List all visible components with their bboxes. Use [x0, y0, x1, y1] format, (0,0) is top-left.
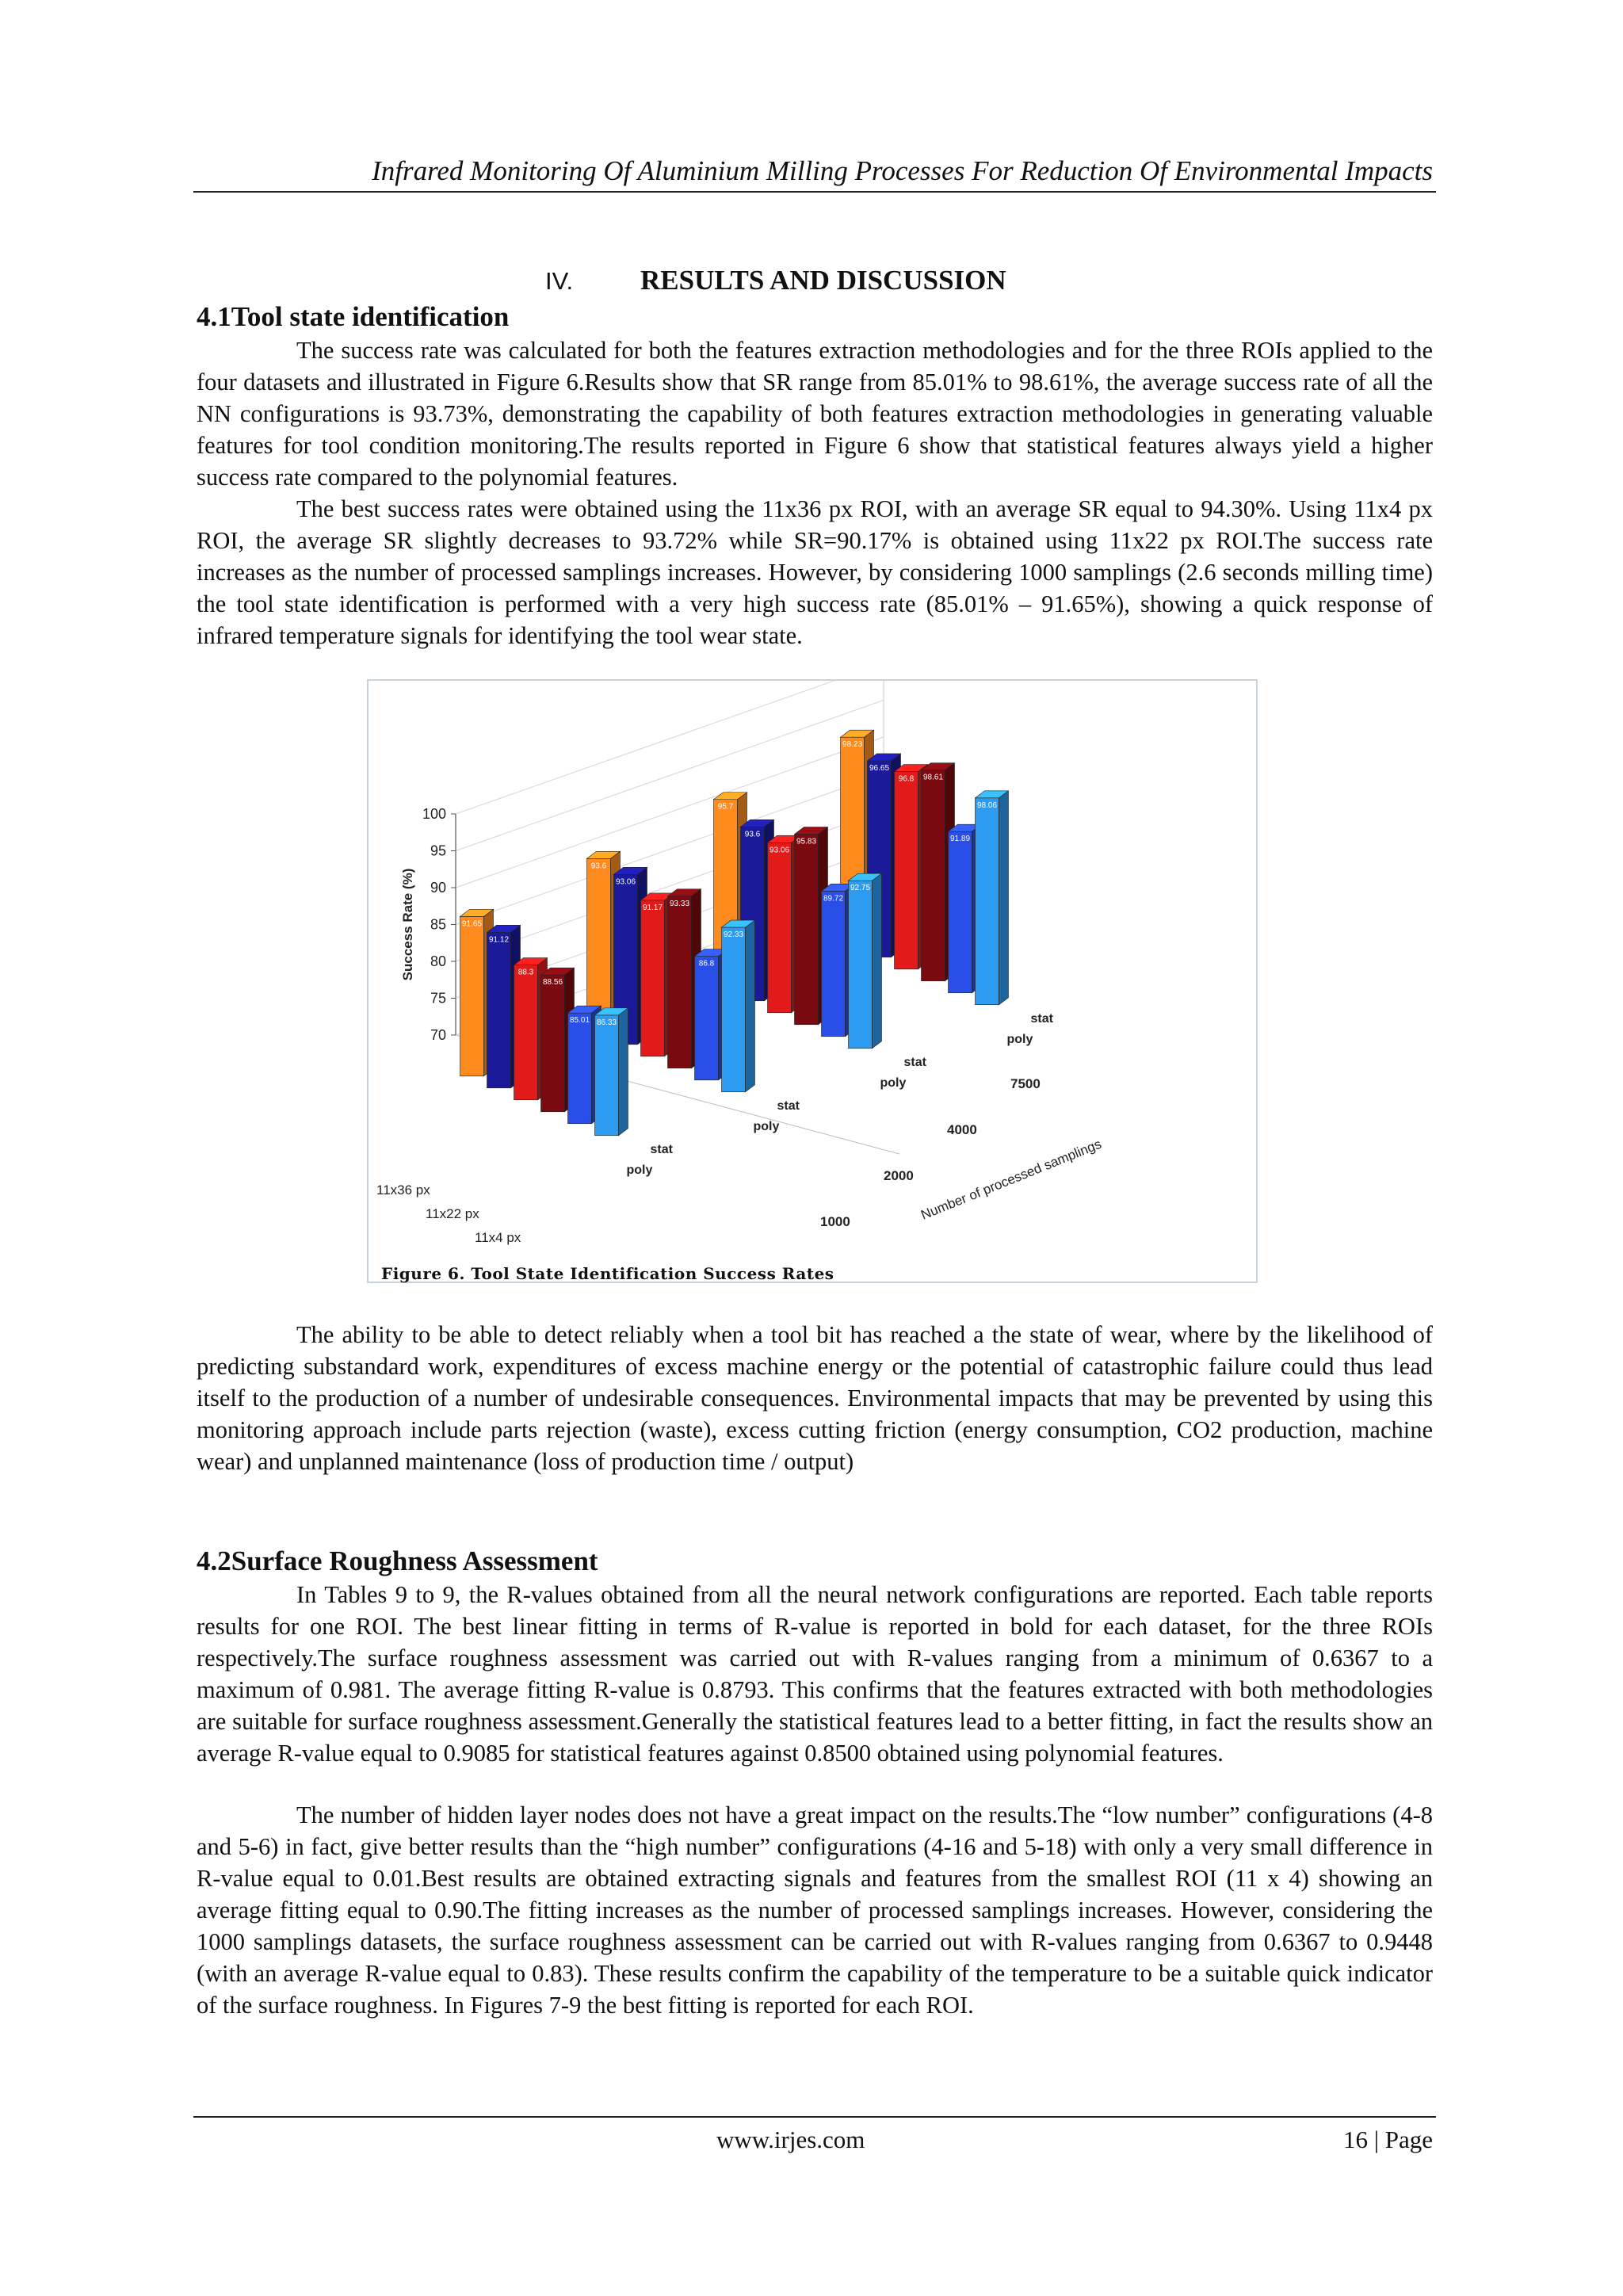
roi-label: 11x4 px: [475, 1230, 521, 1245]
feature-label-poly: poly: [753, 1119, 780, 1133]
section-heading: [545, 263, 1006, 299]
feature-label-stat: stat: [1030, 1011, 1053, 1026]
bar-data-label: 88.3: [517, 968, 534, 977]
feature-label-poly: poly: [1006, 1032, 1033, 1046]
bar-side: [873, 873, 882, 1049]
figure-caption: Figure 6. Tool State Identification Success Rates: [381, 1264, 834, 1283]
header-divider: [193, 191, 1436, 193]
feature-label-poly: poly: [880, 1075, 907, 1090]
footer-page-number: 16 | Page: [1343, 2126, 1433, 2153]
y-axis-label: Success Rate (%): [400, 868, 415, 981]
bar-front: [949, 831, 972, 993]
x-axis-label: Number of processed samplings: [918, 1136, 1104, 1223]
bar-data-label: 85.01: [569, 1016, 590, 1026]
bar-data-label: 98.06: [976, 800, 998, 810]
y-tick-label: 90: [430, 880, 446, 896]
paragraph: The ability to be able to detect reliably when a tool bit has reached a the state of wear, where by the likelihood of predicting substandard work, expenditures of excess machine energy or the potential of catastrophic failure could thus lead itself to the production of a number of undesirable consequences. Environmental impacts that may be prevented by using this monitoring approach include parts rejection (waste), excess cutting friction (energy consumption, CO2 production, machine wear) and unplanned maintenance (loss of production time / output): [197, 1321, 1433, 1475]
section-number: IV.: [545, 267, 574, 295]
feature-label-stat: stat: [650, 1142, 673, 1156]
y-tick-label: 75: [430, 990, 446, 1007]
y-tick-label: 70: [430, 1027, 446, 1043]
bar-data-label: 89.72: [823, 894, 844, 904]
bar-data-label: 93.33: [669, 899, 690, 908]
bar-data-label: 95.7: [717, 802, 734, 812]
paragraph: The best success rates were obtained using the 11x36 px ROI, with an average SR equal to 94.30%. Using 11x4 px ROI, the average SR slightly decreases to 93.72% while SR=90.17% is obtained using 11x22 px ROI.The success rate increases as the number of processed samplings increases. However, by considering 1000 samplings (2.6 seconds milling time) the tool state identification is performed with a very high success rate (85.01% – 91.65%), showing a quick response of infrared temperature signals for identifying the tool wear state.: [197, 495, 1433, 649]
roi-label: 11x36 px: [376, 1182, 430, 1198]
roi-label: 11x22 px: [426, 1206, 479, 1221]
bar-side: [619, 1008, 628, 1136]
y-tick-label: 80: [430, 953, 446, 969]
bar-data-label: 91.12: [488, 935, 510, 945]
bar-front: [595, 1015, 619, 1136]
bar-data-label: 93.6: [744, 830, 761, 839]
bar-data-label: 86.33: [596, 1018, 617, 1027]
bar-front: [541, 975, 565, 1112]
bar-front: [695, 957, 719, 1080]
bar: [849, 873, 882, 1049]
subsection-heading-tool-state: 4.1Tool state identification: [197, 301, 510, 332]
section-title: RESULTS AND DISCUSSION: [640, 265, 1006, 296]
sampling-label: 2000: [884, 1168, 914, 1183]
feature-label-stat: stat: [777, 1098, 800, 1113]
running-header: Infrared Monitoring Of Aluminium Milling Processes For Reduction Of Environmental Impacts: [372, 155, 1433, 186]
bar-data-label: 91.65: [461, 919, 483, 929]
bar-front: [922, 770, 945, 981]
y-tick-label: 85: [430, 916, 446, 933]
bar: [976, 791, 1009, 1005]
footer-divider: [193, 2116, 1436, 2118]
bar: [595, 1008, 628, 1136]
bar-front: [849, 881, 873, 1049]
success-rate-3d-bar-chart: [369, 681, 1256, 1259]
bar-front: [795, 835, 819, 1025]
bar-data-label: 92.33: [723, 930, 744, 940]
bar-front: [641, 900, 665, 1056]
bar-front: [768, 842, 792, 1012]
feature-label-stat: stat: [903, 1055, 926, 1069]
bar-front: [460, 916, 484, 1075]
bar-front: [487, 932, 511, 1087]
bar-data-label: 86.8: [698, 959, 715, 968]
bar-data-label: 91.17: [642, 903, 663, 912]
paragraph: The number of hidden layer nodes does not have a great impact on the results.The “low number” configurations (4-8 and 5-6) in fact, give better results than the “high number” configurations (4-16 and 5-18) with only a very small difference in R-value equal to 0.01.Best results are obtained extracting signals and features from the smallest ROI (11 x 4) showing an average fitting equal to 0.90.The fitting increases as the number of processed samplings increases. However, considering the 1000 samplings datasets, the surface roughness assessment can be carried out with R-values ranging from 0.6367 to 0.9448 (with an average R-value equal to 0.83). These results confirm the capability of the temperature to be a suitable quick indicator of the surface roughness. In Figures 7-9 the best fitting is reported for each ROI.: [197, 1801, 1433, 2019]
sampling-label: 1000: [820, 1214, 850, 1229]
bar-data-label: 98.23: [842, 740, 863, 750]
sampling-label: 7500: [1010, 1076, 1041, 1091]
bar-data-label: 93.6: [590, 861, 607, 871]
bar-front: [895, 772, 918, 969]
bar: [722, 920, 755, 1092]
bar-front: [822, 891, 846, 1036]
bar-side: [999, 791, 1009, 1005]
paragraph: In Tables 9 to 9, the R-values obtained from all the neural network configurations are reported. Each table reports results for one ROI. The best linear fitting in terms of R-value is reported in bold for each dataset, for the three ROIs respectively.The surface roughness assessment was carried out with R-values ranging from a minimum of 0.6367 to a maximum of 0.981. The average fitting R-value is 0.8793. This confirms that the features extracted with both methodologies are suitable for surface roughness assessment.Generally the statistical features lead to a better fitting, in fact the results show an average R-value equal to 0.9085 for statistical features against 0.8500 obtained using polynomial features.: [197, 1581, 1433, 1767]
bar-front: [668, 896, 692, 1068]
bar-front: [514, 965, 538, 1100]
bar-data-label: 96.8: [898, 774, 915, 784]
subsection-heading-surface-roughness: 4.2Surface Roughness Assessment: [197, 1545, 598, 1576]
bar-front: [568, 1013, 592, 1124]
y-tick-label: 100: [422, 806, 446, 822]
bar-data-label: 96.65: [869, 763, 890, 773]
gridline: [456, 681, 884, 814]
footer-url: www.irjes.com: [716, 2126, 865, 2153]
bar-side: [746, 920, 755, 1092]
bar-data-label: 92.75: [850, 884, 871, 893]
bar-data-label: 98.61: [922, 773, 944, 782]
bar-data-label: 95.83: [796, 837, 817, 846]
figure-6: [367, 679, 1258, 1283]
sampling-label: 4000: [947, 1122, 977, 1137]
paragraph: The success rate was calculated for both the features extraction methodologies and for the three ROIs applied to the four datasets and illustrated in Figure 6.Results show that SR range from 85.01% to 98.61%, the average success rate of all the NN configurations is 93.73%, demonstrating the capability of both features extraction methodologies in generating valuable features for tool condition monitoring.The results reported in Figure 6 show that statistical features always yield a higher success rate compared to the polynomial features.: [197, 337, 1433, 491]
bar-front: [976, 798, 999, 1005]
y-tick-label: 95: [430, 842, 446, 859]
bar-data-label: 91.89: [949, 835, 971, 844]
bar-data-label: 93.06: [769, 846, 790, 855]
bar-data-label: 93.06: [615, 877, 636, 887]
bar-data-label: 88.56: [542, 978, 563, 988]
feature-label-poly: poly: [626, 1163, 653, 1177]
bar-front: [722, 927, 746, 1092]
